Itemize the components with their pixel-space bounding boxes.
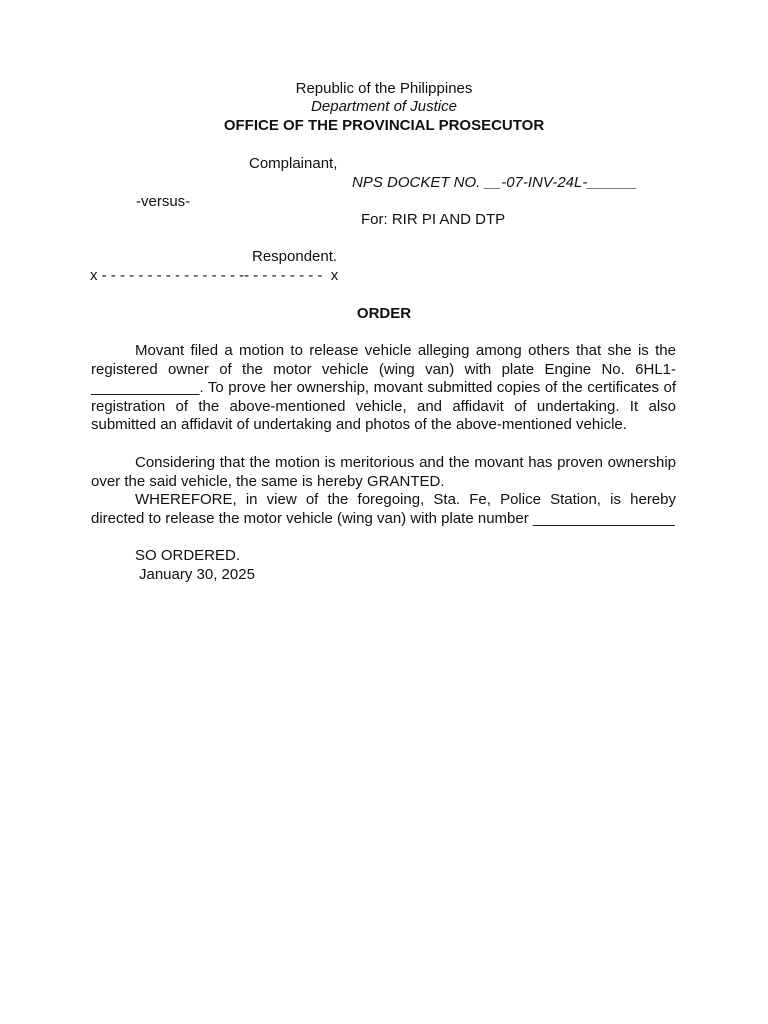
so-ordered-label: SO ORDERED. [135, 547, 241, 564]
body-paragraph-3: WHEREFORE, in view of the foregoing, Sta. Fe, Police Station, is hereby directed to release the motor vehicle (wing van) with plate number _________________ [91, 491, 676, 527]
header-republic: Republic of the Philippines [295, 80, 473, 97]
versus-label: -versus- [136, 193, 191, 210]
caption-separator: x - - - - - - - - - - - - - - - -- - - - - - - - - x [90, 267, 339, 284]
body-paragraph-2: Considering that the motion is meritorious and the movant has proven ownership over the said vehicle, the same is hereby GRANTED. [91, 454, 676, 490]
order-date: January 30, 2025 [139, 566, 255, 583]
header-office: OFFICE OF THE PROVINCIAL PROSECUTOR [223, 117, 545, 134]
body-paragraph-1: Movant filed a motion to release vehicle alleging among others that she is the registered owner of the motor vehicle (wing van) with plate Engine No. 6HL1-_____________. To prove her ownership, movant submitted copies of the certificates of registration of the above-mentioned vehicle, and affidavit of undertaking. It also submitted an affidavit of undertaking and photos of the above-mentioned vehicle. [91, 342, 676, 434]
complainant-label: Complainant, [249, 155, 338, 172]
order-title: ORDER [356, 305, 412, 322]
respondent-label: Respondent. [252, 248, 338, 265]
docket-number: NPS DOCKET NO. __-07-INV-24L-______ [352, 174, 638, 191]
header-department: Department of Justice [311, 98, 457, 115]
case-for-label: For: RIR PI AND DTP [361, 211, 506, 228]
